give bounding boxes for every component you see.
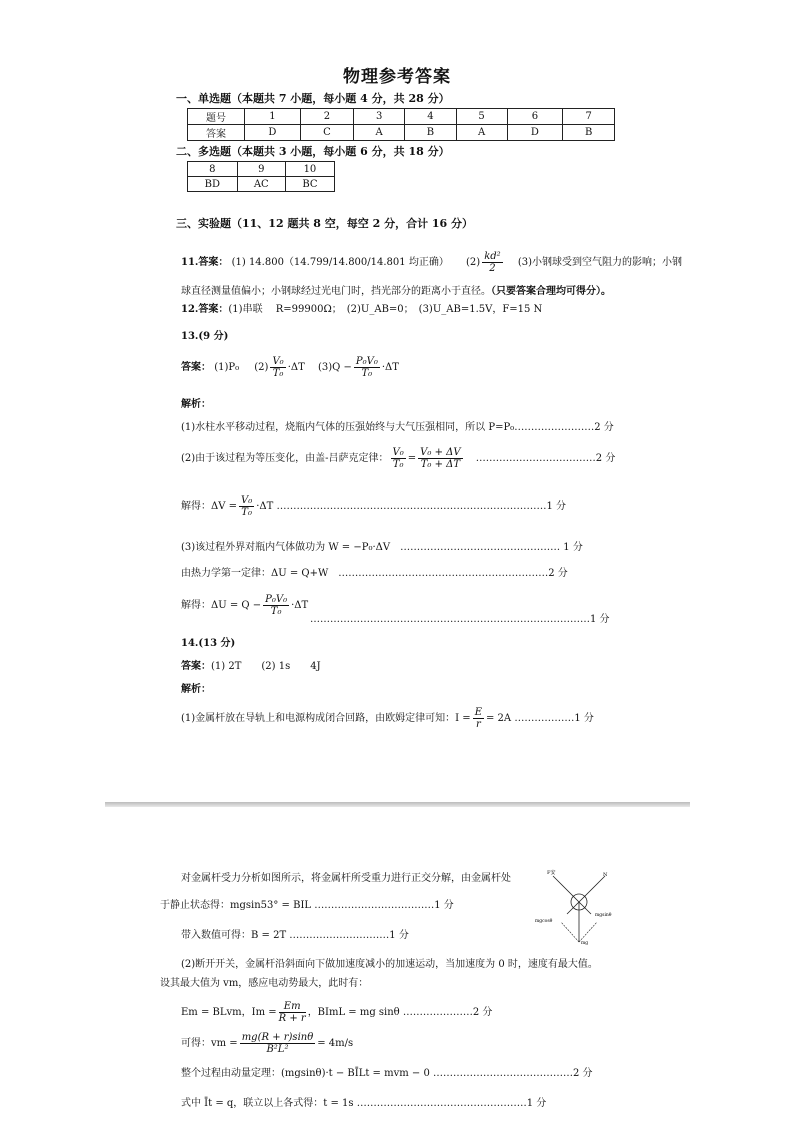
- q14-p2-line6a: Em = BLvm，Im =: [181, 1007, 277, 1018]
- q14-p2-line3: 带入数值可得：B = 2T …………………………1 分: [181, 930, 409, 941]
- q13-step6-score: …………………………………………………………………………1 分: [310, 614, 610, 625]
- q14-p2-line8: 整个过程由动量定理：(mgsinθ)·t − BĪLt = mvm − 0 ……………………………………2 分: [181, 1068, 593, 1079]
- q11-prefix: 11.答案：: [181, 257, 229, 268]
- fraction-denominator: T₀ + ΔT: [420, 459, 461, 470]
- q14-p2-line6-fraction: [279, 1001, 306, 1024]
- table-row: [188, 162, 335, 177]
- q14-answer-prefix: 答案：: [181, 661, 211, 672]
- q11-fraction: [482, 251, 502, 274]
- component-line: [561, 922, 579, 942]
- table-cell: 6: [507, 109, 563, 125]
- table-cell: D: [507, 125, 563, 141]
- q13-answer-3-label: (3)Q −: [317, 362, 352, 373]
- fraction-numerator: V₀: [392, 447, 404, 458]
- section3-heading: 三、实验题（11、12 题共 8 空，每空 2 分，合计 16 分）: [176, 217, 474, 230]
- table-cell: 4: [405, 109, 457, 125]
- table-cell: A: [456, 125, 507, 141]
- q14-p2-line2: 于静止状态得：mgsin53° = BIL ………………………………1 分: [160, 900, 454, 911]
- q13-step6-tail: ·ΔT: [291, 600, 309, 611]
- q14-p2-line6: [181, 1001, 492, 1024]
- q11-line2: [181, 285, 611, 299]
- q14-p2-line7a: 可得：vm =: [181, 1038, 238, 1049]
- table-row: [188, 125, 615, 141]
- fraction-numerator: V₀: [241, 495, 253, 506]
- q13-step2-right-fraction: [418, 447, 462, 470]
- q13-step2: [181, 447, 615, 470]
- q14-step1: [181, 707, 594, 730]
- q13-step2-left-fraction: [391, 447, 406, 470]
- fraction-numerator: Em: [279, 1001, 306, 1013]
- table-cell: D: [245, 125, 301, 141]
- label-mg: mg: [581, 941, 589, 946]
- table-cell: 9: [237, 162, 285, 177]
- label-ampere-force: F安: [547, 870, 556, 876]
- table-cell: 8: [188, 162, 238, 177]
- q14-analysis-label: 解析：: [181, 684, 211, 695]
- page-title: 物理参考答案: [343, 67, 451, 87]
- equals-sign: =: [407, 453, 417, 464]
- fraction-denominator: T₀: [361, 368, 373, 379]
- q14-p2-line7b: = 4m/s: [317, 1038, 354, 1049]
- fraction-numerator: mg(R + r)sinθ: [241, 1032, 314, 1043]
- fraction-numerator: V₀: [272, 356, 284, 367]
- table-cell: 3: [354, 109, 405, 125]
- q14-p2-line7: [181, 1032, 353, 1055]
- label-mgcos: mgcosθ: [535, 919, 553, 924]
- table-cell: BC: [285, 177, 334, 192]
- q11-part3: (3)小钢球受到空气阻力的影响；小钢: [517, 257, 683, 268]
- q13-answer-line: [181, 356, 399, 379]
- q14-step1-fraction: [473, 707, 484, 730]
- table-cell: C: [300, 125, 353, 141]
- q13-heading: 13.(9 分): [181, 331, 229, 342]
- multi-choice-table: [187, 161, 335, 192]
- q14-step1-text: (1)金属杆放在导轨上和电源构成闭合回路，由欧姆定律可知：I =: [181, 713, 471, 724]
- table-cell: AC: [237, 177, 285, 192]
- table-row: [188, 177, 335, 192]
- q12-text: (1)串联 R=99900Ω； (2)U_AB=0； (3)U_AB=1.5V，F=15 N: [228, 304, 543, 315]
- fraction-numerator: kd²: [484, 251, 501, 262]
- q13-analysis-label: 解析：: [181, 399, 211, 410]
- q11-part2-label: (2): [466, 257, 481, 268]
- table-cell: 1: [245, 109, 301, 125]
- fraction-numerator: P₀V₀: [355, 356, 378, 367]
- table-cell: 2: [300, 109, 353, 125]
- q13-step4: (3)该过程外界对瓶内气体做功为 W = −P₀·ΔV ………………………………………… 1 分: [181, 542, 583, 553]
- single-choice-table: [187, 108, 615, 141]
- q13-step6-text: 解得：ΔU = Q −: [181, 600, 262, 611]
- q13-answer-3-tail: ·ΔT: [381, 362, 399, 373]
- force-arrow-ampere: [553, 876, 591, 914]
- q13-step2-score: ………………………………2 分: [475, 453, 616, 464]
- fraction-denominator: 2: [489, 263, 496, 274]
- fraction-numerator: E: [474, 707, 482, 718]
- q13-answer-1: (1)P₀: [214, 362, 240, 373]
- q14-p2-line6b: ，BImL = mg sinθ …………………2 分: [307, 1007, 493, 1018]
- component-line: [579, 922, 597, 942]
- q13-step1: (1)水柱水平移动过程，烧瓶内气体的压强始终与大气压强相同，所以 P=P₀……………………2 分: [181, 422, 614, 433]
- fraction-numerator: P₀V₀: [265, 594, 288, 605]
- q14-p2-line9: 式中 Īt = q，联立以上各式得：t = 1s ……………………………………………1 分: [181, 1098, 547, 1109]
- table-cell: A: [354, 125, 405, 141]
- q13-step5: 由热力学第一定律：ΔU = Q+W ………………………………………………………2 分: [181, 568, 568, 579]
- table-row: [188, 109, 615, 125]
- table-cell: BD: [188, 177, 238, 192]
- q13-step6: [181, 594, 308, 617]
- q13-step2-text: (2)由于该过程为等压变化，由盖-吕萨克定律：: [181, 453, 389, 464]
- q13-step3-tail: ·ΔT ………………………………………………………………………1 分: [256, 501, 567, 512]
- row-label-question: 题号: [188, 109, 245, 125]
- q14-p2-line5: 设其最大值为 vm，感应电动势最大，此时有：: [160, 978, 369, 989]
- q14-p2-line7-fraction: [240, 1032, 316, 1055]
- q14-answer-text: (1) 2T (2) 1s 4J: [211, 661, 321, 672]
- table-cell: B: [405, 125, 457, 141]
- q13-answer-2-fraction: [270, 356, 285, 379]
- section2-heading: 二、多选题（本题共 3 小题，每小题 6 分，共 18 分）: [176, 145, 450, 158]
- q11-part1: (1) 14.800（14.799/14.800/14.801 均正确）: [231, 257, 449, 268]
- fraction-denominator: T₀: [392, 459, 404, 470]
- table-cell: 10: [285, 162, 334, 177]
- fraction-denominator: R + r: [278, 1013, 306, 1024]
- fraction-denominator: T₀: [241, 507, 252, 518]
- label-mgsin: mgsinθ: [595, 913, 612, 918]
- q14-p2-line4: (2)断开开关，金属杆沿斜面向下做加速度减小的加速运动，当加速度为 0 时，速度有最大值。: [181, 959, 598, 970]
- q13-answer-2-tail: ·ΔT: [287, 362, 305, 373]
- fraction-denominator: B²L²: [266, 1044, 289, 1055]
- section1-heading: 一、单选题（本题共 7 小题，每小题 4 分，共 28 分）: [176, 92, 450, 105]
- q14-heading: 14.(13 分): [181, 638, 236, 649]
- q13-answer-prefix: 答案：: [181, 362, 211, 373]
- q14-answer-line: [181, 660, 321, 674]
- table-cell: 5: [456, 109, 507, 125]
- q11-answer-line: [181, 251, 682, 274]
- table-cell: B: [563, 125, 615, 141]
- q13-answer-3-fraction: [354, 356, 380, 379]
- q13-step6-fraction: [263, 594, 289, 617]
- q13-step3-fraction: [239, 495, 254, 518]
- fraction-denominator: T₀: [270, 606, 282, 617]
- row-label-answer: 答案: [188, 125, 245, 141]
- q14-step1-tail: = 2A ………………1 分: [486, 713, 594, 724]
- page-divider: [105, 802, 690, 807]
- q12-prefix: 12.答案：: [181, 304, 229, 315]
- fraction-denominator: T₀: [272, 368, 284, 379]
- force-diagram: [533, 862, 638, 947]
- q11-line2-text: 球直径测量值偏小；小钢球经过光电门时，挡光部分的距离小于直径。: [181, 286, 491, 297]
- label-normal-force: N: [603, 872, 608, 878]
- fraction-numerator: V₀ + ΔV: [420, 447, 461, 458]
- q14-p2-line1: 对金属杆受力分析如图所示，将金属杆所受重力进行正交分解，由金属杆处: [181, 873, 511, 884]
- force-arrow-normal: [567, 876, 605, 914]
- q13-step3-text: 解得：ΔV =: [181, 501, 238, 512]
- q13-step3: [181, 495, 566, 518]
- fraction-denominator: r: [475, 719, 481, 730]
- q11-note: （只要答案合理均可得分）。: [491, 286, 611, 297]
- q12-answer-line: [181, 303, 542, 317]
- table-cell: 7: [563, 109, 615, 125]
- q13-answer-2-label: (2): [254, 362, 269, 373]
